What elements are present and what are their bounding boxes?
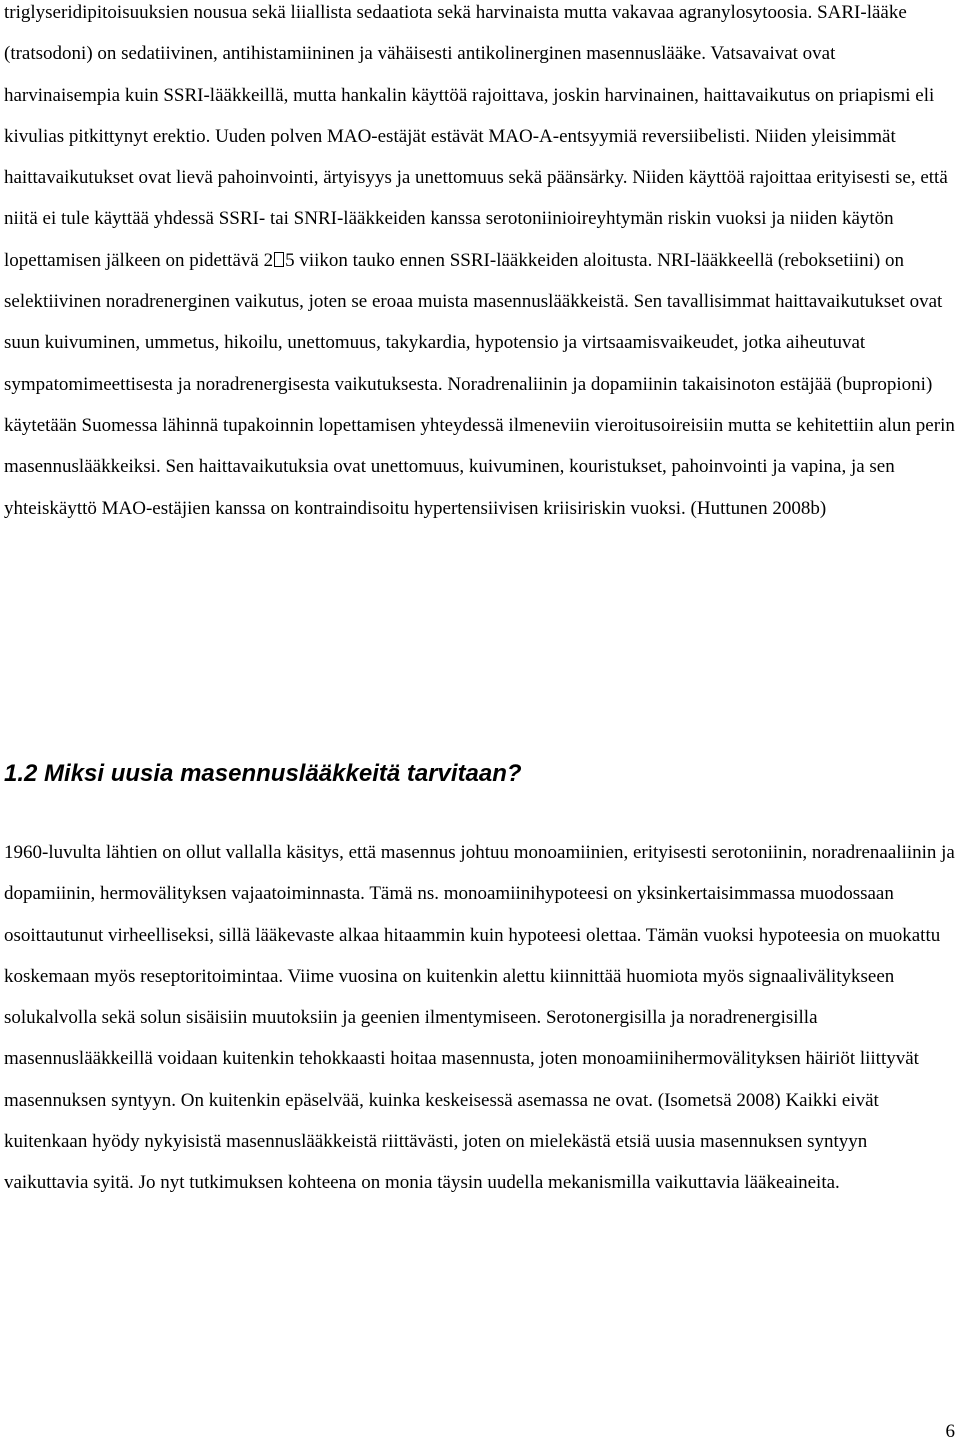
- paragraph-text-before-glyph: triglyseridipitoisuuksien nousua sekä liiallista sedaatiota sekä harvinaista mutta vakavaa agranylosytoosia. SARI-lääke (tratsodoni) on sedatiivinen, antihistamiininen ja vähäisesti antikolinerginen masennuslääke. Vatsavaivat ovat harvinaisempia kuin SSRI-lääkkeillä, mutta hankalin käyttöä rajoittava, joskin harvinainen, haittavaikutus on priapismi eli kivulias pitkittynyt erektio. Uuden polven MAO-estäjät estävät MAO-A-entsyymiä reversiibelisti. Niiden yleisimmät haittavaikutukset ovat lievä pahoinvointi, ärtyisyys ja unettomuus sekä päänsärky. Niiden käyttöä rajoittaa erityisesti se, että niitä ei tule käyttää yhdessä SSRI- tai SNRI-lääkkeiden kanssa serotoniinioireyhtymän riskin vuoksi ja niiden käytön lopettamisen jälkeen on pidettävä 2: [4, 2, 948, 271]
- page-number: 6: [945, 1421, 955, 1442]
- body-paragraph-antidepressant-side-effects: [4, 0, 956, 529]
- body-paragraph-monoamine-hypothesis: 1960-luvulta lähtien on ollut vallalla käsitys, että masennus johtuu monoamiinien, erityisesti serotoniinin, noradrenaaliinin ja dopamiinin, hermovälityksen vajaatoiminnasta. Tämä ns. monoamiinihypoteesi on yksinkertaisimmassa muodossaan osoittautunut virheelliseksi, sillä lääkevaste alkaa hitaammin kuin hypoteesi olettaa. Tämän vuoksi hypoteesia on muokattu koskemaan myös reseptoritoimintaa. Viime vuosina on kuitenkin alettu kiinnittää huomiota myös signaalivälitykseen solukalvolla sekä solun sisäisiin muutoksiin ja geenien ilmentymiseen. Serotonergisilla ja noradrenergisilla masennuslääkkeillä voidaan kuitenkin tehokkaasti hoitaa masennusta, joten monoamiinihermovälityksen häiriöt liittyvät masennuksen syntyyn. On kuitenkin epäselvää, kuinka keskeisessä asemassa ne ovat. (Isometsä 2008) Kaikki eivät kuitenkaan hyödy nykyisistä masennuslääkkeistä riittävästi, joten on mielekästä etsiä uusia masennuksen syntyyn vaikuttavia syitä. Jo nyt tutkimuksen kohteena on monia täysin uudella mekanismilla vaikuttavia lääkeaineita.: [4, 842, 955, 1194]
- section-heading: 1.2 Miksi uusia masennuslääkkeitä tarvitaan?: [4, 760, 522, 787]
- missing-glyph-box-icon: [274, 252, 284, 267]
- paragraph-text-after-glyph: 5 viikon tauko ennen SSRI-lääkkeiden aloitusta. NRI-lääkkeellä (reboksetiini) on selektiivinen noradrenerginen vaikutus, joten se eroaa muista masennuslääkkeistä. Sen tavallisimmat haittavaikutukset ovat suun kuivuminen, ummetus, hikoilu, unettomuus, takykardia, hypotensio ja virtsaamisvaikeudet, jotka aiheutuvat sympatomimeettisesta ja noradrenergisesta vaikutuksesta. Noradrenaliinin ja dopamiinin takaisinoton estäjää (bupropioni) käytetään Suomessa lähinnä tupakoinnin lopettamisen yhteydessä ilmeneviin vieroitusoireisiin mutta se kehitettiin alun perin masennuslääkkeiksi. Sen haittavaikutuksia ovat unettomuus, kuivuminen, kouristukset, pahoinvointi ja vapina, ja sen yhteiskäyttö MAO-estäjien kanssa on kontraindisoitu hypertensiivisen kriisiriskin vuoksi. (Huttunen 2008b): [4, 249, 955, 519]
